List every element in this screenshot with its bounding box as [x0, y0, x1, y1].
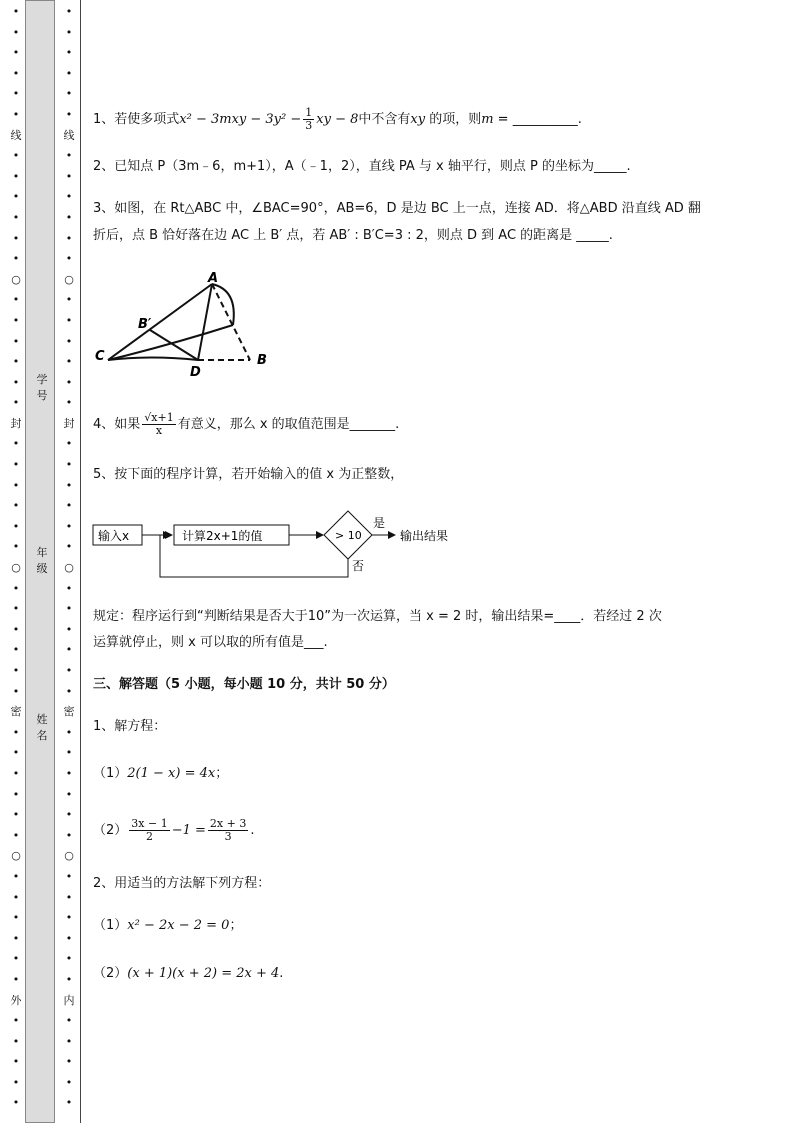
p1-eq2-frac-2: [208, 818, 248, 843]
question-2: 2、已知点 P（3m﹣6，m+1），A（﹣1，2），直线 PA 与 x 轴平行，则点 P 的坐标为_____.: [93, 159, 631, 174]
p2-eq1-end: ；: [229, 918, 243, 933]
problem-2-eq-1: [93, 917, 242, 935]
question-1: [93, 107, 582, 132]
q1-var: m: [481, 112, 494, 127]
p2-eq2-label: （2）: [93, 966, 128, 981]
outer-label-wai: 外: [10, 993, 22, 1007]
segment-ca: [108, 284, 212, 360]
q1-term: xy: [410, 112, 426, 127]
inner-label-mi: 密: [63, 705, 75, 719]
p2-eq1-label: （1）: [93, 918, 128, 933]
field-xuehao: 学号: [36, 373, 48, 402]
inner-dot-column: • • • • • • 线 • • • • • • ○ • • • • • • 封 • • • • • • ○ • • • • • • 密 • • • • • • ○ • • • • • • 内 • • • • •: [63, 5, 75, 1110]
q1-blank: = __________.: [493, 112, 582, 127]
problem-1-eq-2: [93, 818, 254, 843]
outer-label-circle-1: ○: [11, 272, 21, 286]
flow-input-label: 输入x: [98, 529, 130, 543]
inner-label-circle-1: ○: [64, 272, 74, 286]
q4-frac-den: x: [155, 424, 163, 437]
segment-ab-dashed: [212, 284, 250, 360]
q1-mid: 中不含有: [358, 112, 411, 127]
p1-eq2-num-2: 2x + 3: [209, 817, 247, 830]
outer-label-circle-2: ○: [11, 561, 21, 575]
section-3-title: 三、解答题（5 小题，每小题 10 分，共计 50 分）: [93, 677, 395, 692]
p1-eq2-mid: −1 =: [171, 823, 206, 838]
problem-1-eq-1: [93, 765, 228, 783]
question-3-line-1: 3、如图，在 Rt△ABC 中，∠BAC=90°，AB=6，D 是边 BC 上一点，连接 AD．将△ABD 沿直线 AD 翻: [93, 201, 701, 216]
program-flowchart: [90, 505, 470, 585]
inner-label-nei: 内: [63, 993, 75, 1007]
label-b: B: [257, 353, 267, 368]
label-d: D: [190, 365, 201, 380]
inner-label-circle-3: ○: [64, 849, 74, 863]
q1-suffix: 的项，则: [425, 112, 482, 127]
q1-frac-den: 3: [305, 119, 313, 132]
outer-dot-column: • • • • • • 线 • • • • • • ○ • • • • • • 封 • • • • • • ○ • • • • • • 密 • • • • • • ○ • • • • • • 外 • • • • •: [10, 5, 22, 1110]
flow-output-label: 输出结果: [400, 529, 449, 543]
p1-eq2-end: .: [250, 823, 255, 838]
question-4: [93, 412, 399, 437]
margin-border-line: [80, 0, 81, 1123]
question-5: 5、按下面的程序计算，若开始输入的值 x 为正整数，: [93, 467, 404, 482]
problem-1-title: 1、解方程：: [93, 719, 167, 734]
p2-eq2-end: .: [279, 966, 284, 981]
q1-fraction: [303, 107, 314, 132]
rule-line-1: 规定：程序运行到“判断结果是否大于10”为一次运算，当 x = 2 时，输出结果=____．若经过 2 次: [93, 609, 662, 624]
p1-eq1-label: （1）: [93, 766, 128, 781]
q4-suffix: 有意义，那么 x 的取值范围是_______.: [177, 417, 400, 432]
p1-eq2-den-1: 2: [145, 830, 153, 843]
q1-prefix: 1、若使多项式: [93, 112, 180, 127]
inner-label-xian: 线: [63, 128, 75, 142]
p1-eq1: 2(1 − x) = 4x: [127, 766, 216, 781]
inner-label-feng: 封: [63, 416, 75, 430]
p2-eq2: (x + 1)(x + 2) = 2x + 4: [127, 966, 280, 981]
p1-eq2-frac-1: [129, 818, 169, 843]
question-3-line-2: 折后，点 B 恰好落在边 AC 上 B′ 点，若 AB′ : B′C=3 : 2，则点 D 到 AC 的距离是 _____.: [93, 228, 613, 243]
q1-frac-num: 1: [305, 106, 313, 119]
field-nianji: 年级: [36, 546, 48, 575]
outer-label-mi: 密: [10, 705, 22, 719]
outer-label-xian: 线: [10, 128, 22, 142]
label-a: A: [208, 271, 219, 286]
flow-yes-label: 是: [373, 516, 386, 530]
q1-poly-b: xy − 8: [316, 112, 359, 127]
p1-eq2-num-1: 3x − 1: [131, 817, 168, 830]
flow-decision-label: > 10: [335, 529, 362, 542]
q4-fraction: [142, 412, 175, 437]
q1-poly-a: x² − 3mxy − 3y² −: [179, 112, 302, 127]
segment-b-prime-d: [150, 330, 198, 360]
field-xingming: 姓名: [36, 713, 48, 742]
binding-margin: [0, 0, 82, 1123]
segment-ad: [198, 284, 212, 360]
problem-2-title: 2、用适当的方法解下列方程：: [93, 876, 271, 891]
q4-prefix: 4、如果: [93, 417, 141, 432]
q4-frac-num: √x+1: [144, 411, 174, 424]
label-c: C: [95, 349, 105, 364]
outer-label-feng: 封: [10, 416, 22, 430]
segment-cd: [108, 358, 198, 361]
label-b-prime: B′: [138, 317, 152, 332]
p2-eq1: x² − 2x − 2 = 0: [127, 918, 230, 933]
inner-label-circle-2: ○: [64, 561, 74, 575]
p1-eq1-end: ；: [215, 766, 229, 781]
p1-eq2-den-2: 3: [224, 830, 232, 843]
flow-compute-label: 计算2x+1的值: [182, 529, 263, 543]
outer-label-circle-3: ○: [11, 849, 21, 863]
p1-eq2-label: （2）: [93, 823, 128, 838]
rule-line-2: 运算就停止，则 x 可以取的所有值是___.: [93, 635, 328, 650]
triangle-figure: [90, 270, 280, 380]
flow-no-label: 否: [352, 559, 365, 573]
problem-2-eq-2: [93, 965, 283, 983]
